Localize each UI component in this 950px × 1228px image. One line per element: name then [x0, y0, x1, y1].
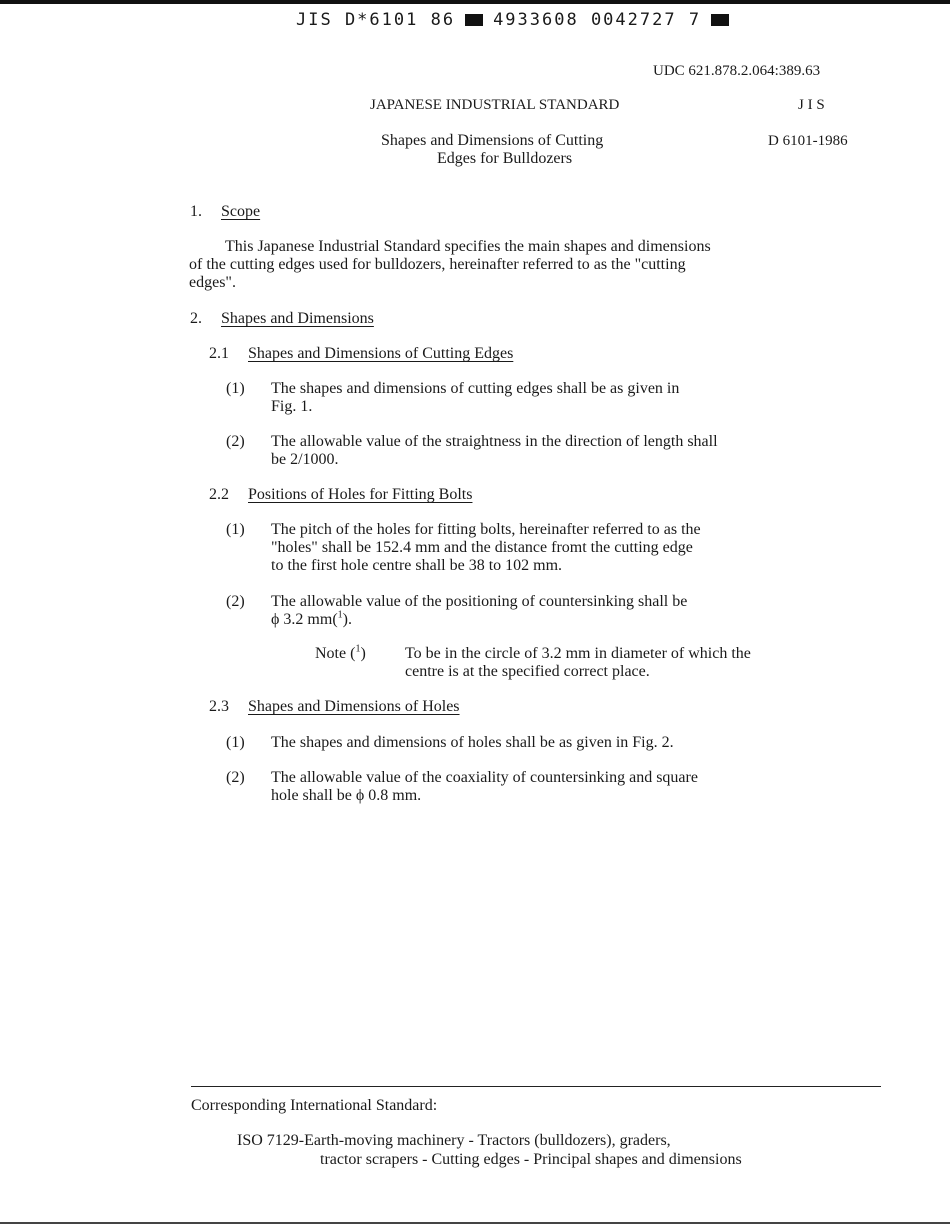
section-2-heading: Shapes and Dimensions: [221, 310, 374, 327]
item-text-line: The allowable value of the straightness in the direction of length shall: [271, 433, 718, 450]
scope-para-line1: This Japanese Industrial Standard specifies the main shapes and dimensions: [225, 238, 711, 255]
document-header-code: [296, 10, 739, 30]
udc-number: UDC 621.878.2.064:389.63: [653, 63, 821, 79]
item-text-line: The pitch of the holes for fitting bolts, hereinafter referred to as the: [271, 521, 701, 538]
item-text-line: The shapes and dimensions of holes shall be as given in Fig. 2.: [271, 734, 674, 751]
note-label-text: Note (: [315, 645, 356, 662]
standard-title: JAPANESE INDUSTRIAL STANDARD: [370, 97, 620, 113]
item-text-line: to the first hole centre shall be 38 to 102 mm.: [271, 557, 563, 574]
countersink-tolerance-line: [271, 611, 352, 629]
item-text-line: The allowable value of the positioning of countersinking shall be: [271, 593, 688, 610]
item-label: (2): [226, 433, 245, 450]
tolerance-text: ϕ 3.2 mm(: [271, 611, 338, 628]
note-text-line: centre is at the specified correct place.: [405, 663, 650, 680]
doc-title-line1: Shapes and Dimensions of Cutting: [381, 132, 604, 149]
jis-label: J I S: [798, 97, 825, 113]
scope-para-line2: of the cutting edges used for bulldozers, hereinafter referred to as the "cutting: [189, 256, 686, 273]
section-2-number: 2.: [190, 310, 202, 327]
item-label: (2): [226, 769, 245, 786]
footnote-ref: 1: [355, 643, 361, 655]
item-text-line: hole shall be ϕ 0.8 mm.: [271, 787, 422, 804]
item-text-line: The shapes and dimensions of cutting edges shall be as given in: [271, 380, 680, 397]
footer-divider: [191, 1086, 881, 1087]
item-text-line: The allowable value of the coaxiality of countersinking and square: [271, 769, 698, 786]
section-2-2-heading: Positions of Holes for Fitting Bolts: [248, 486, 473, 503]
item-label: (1): [226, 521, 245, 538]
bottom-scan-rule: [0, 1222, 950, 1224]
section-2-3-number: 2.3: [209, 698, 229, 715]
footer-iso-line2: tractor scrapers - Cutting edges - Principal shapes and dimensions: [320, 1151, 742, 1168]
note-label-end: ): [360, 645, 366, 662]
item-text-line: be 2/1000.: [271, 451, 339, 468]
item-text-line: "holes" shall be 152.4 mm and the distance fromt the cutting edge: [271, 539, 693, 556]
item-label: (1): [226, 734, 245, 751]
item-text-line: Fig. 1.: [271, 398, 313, 415]
tolerance-text-end: ).: [342, 611, 352, 628]
section-2-2-number: 2.2: [209, 486, 229, 503]
section-2-1-number: 2.1: [209, 345, 229, 362]
footer-iso-line1: ISO 7129-Earth-moving machinery - Tractors (bulldozers), graders,: [237, 1132, 671, 1149]
section-1-heading: Scope: [221, 203, 261, 220]
section-2-1-heading: Shapes and Dimensions of Cutting Edges: [248, 345, 514, 362]
doc-number: D 6101-1986: [768, 133, 848, 149]
doc-title-line2: Edges for Bulldozers: [437, 150, 573, 167]
note-text-line: To be in the circle of 3.2 mm in diameter of which the: [405, 645, 751, 662]
black-block-mark: [465, 14, 483, 26]
footnote-ref: 1: [337, 609, 343, 621]
item-label: (2): [226, 593, 245, 610]
header-code-part1: JIS D*6101 86: [296, 10, 456, 30]
scope-para-line3: edges".: [189, 274, 236, 291]
item-label: (1): [226, 380, 245, 397]
black-block-mark: [711, 14, 729, 26]
footer-heading: Corresponding International Standard:: [191, 1097, 438, 1114]
section-1-number: 1.: [190, 203, 202, 220]
header-code-part2: 4933608 0042727 7: [493, 10, 702, 30]
top-scan-rule: [0, 0, 950, 4]
note-label: [315, 645, 366, 663]
section-2-3-heading: Shapes and Dimensions of Holes: [248, 698, 460, 715]
